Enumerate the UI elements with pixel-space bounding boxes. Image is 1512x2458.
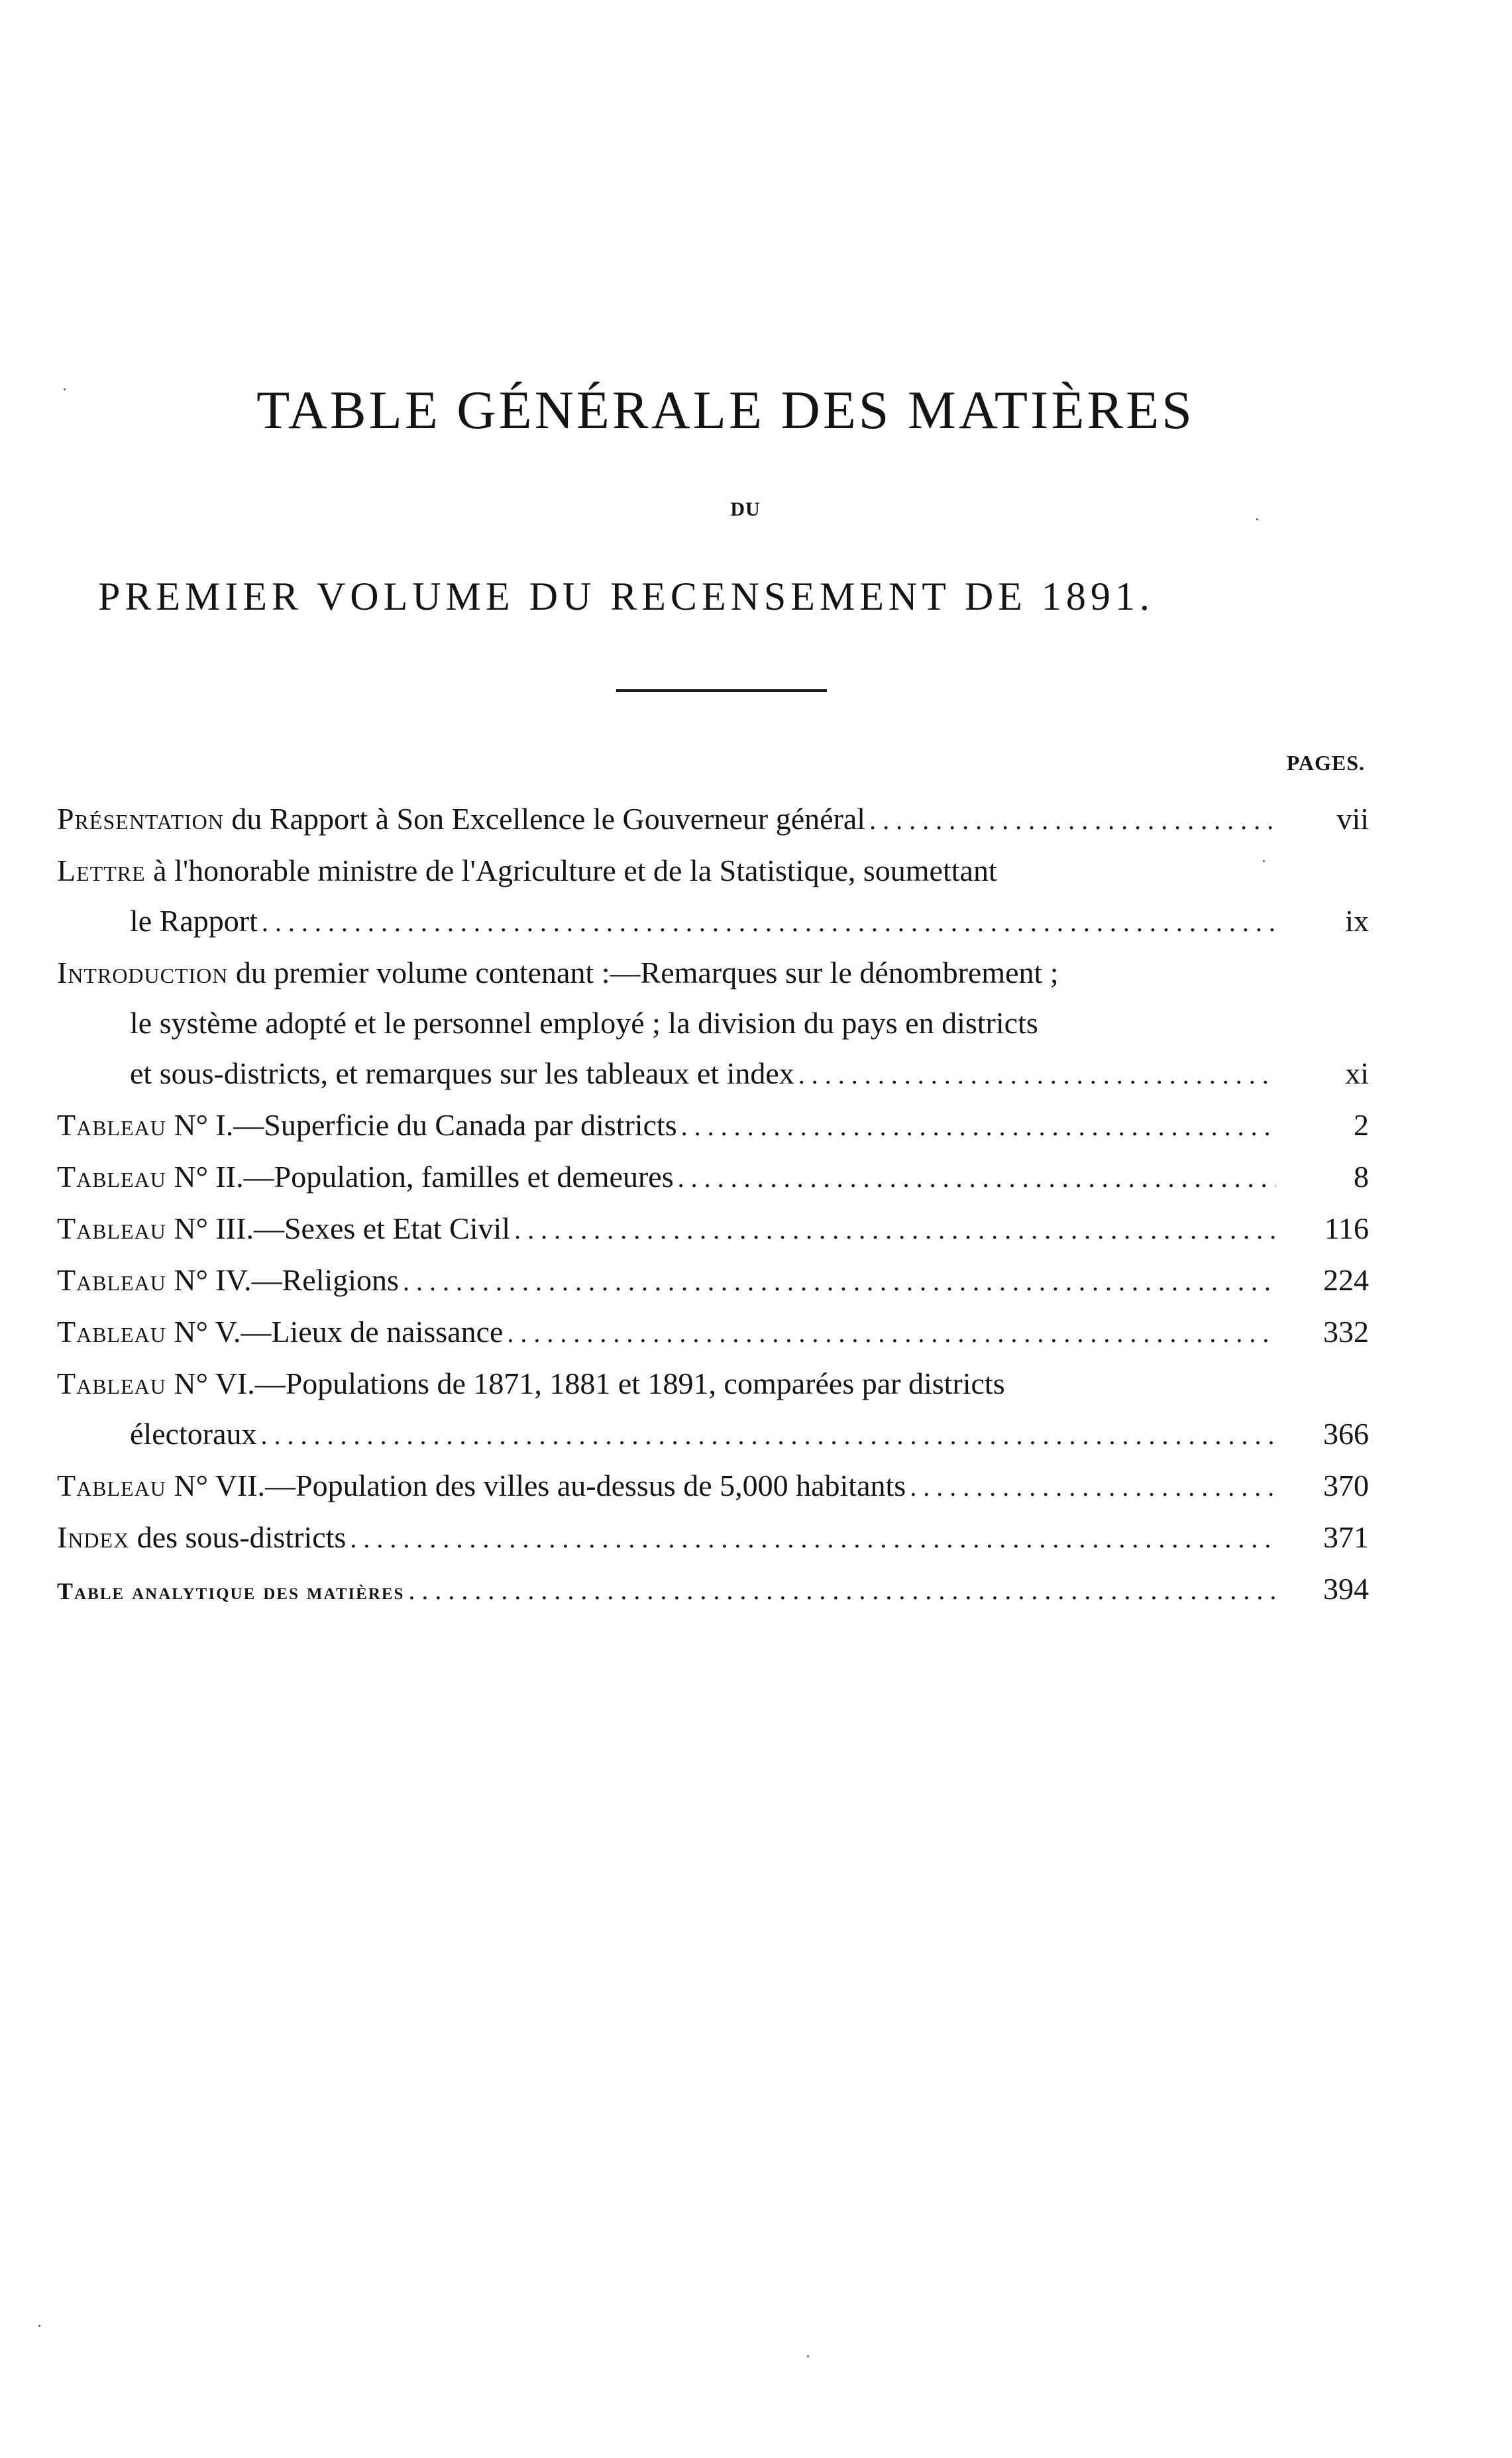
scan-speck <box>807 2355 809 2357</box>
dot-leader <box>514 1203 1276 1255</box>
dot-leader <box>408 1564 1276 1616</box>
toc-entry-continuation <box>57 1409 1369 1461</box>
toc-entry <box>57 1359 1369 1409</box>
toc-entry <box>57 1255 1369 1307</box>
toc-entry-text: à l'honorable ministre de l'Agriculture et de la Statistique, soumettant <box>153 854 997 887</box>
toc-entry-continuation <box>57 1048 1369 1100</box>
toc-entry-continuation <box>57 998 1369 1048</box>
table-of-contents <box>57 794 1369 1616</box>
toc-entry-keyword: Tableau <box>57 1469 166 1502</box>
toc-entry <box>57 1152 1369 1203</box>
toc-entry-page: ix <box>1345 904 1369 938</box>
toc-entry <box>57 1512 1369 1564</box>
toc-entry-page: 2 <box>1354 1108 1369 1142</box>
toc-entry-text: des sous-districts <box>136 1520 347 1554</box>
toc-entry-page: 332 <box>1323 1315 1369 1349</box>
dot-leader <box>910 1461 1276 1512</box>
toc-entry-keyword: Tableau <box>57 1108 166 1142</box>
toc-entry-text: N° VI.—Populations de 1871, 1881 et 1891, comparées par districts <box>174 1367 1005 1400</box>
dot-leader <box>869 794 1276 846</box>
toc-entry <box>57 794 1369 846</box>
dot-leader <box>403 1255 1276 1307</box>
dot-leader <box>681 1100 1276 1152</box>
toc-entry-keyword: Introduction <box>57 956 229 989</box>
toc-entry-keyword: Index <box>57 1520 130 1554</box>
toc-entry-text: N° VII.—Population des villes au-dessus de 5,000 habitants <box>174 1469 906 1502</box>
toc-entry-text: le Rapport <box>130 904 258 938</box>
pages-column-header: PAGES. <box>1286 751 1365 775</box>
toc-entry <box>57 1100 1369 1152</box>
toc-entry-keyword: Table analytique des matières <box>57 1578 405 1604</box>
title-rule <box>616 689 827 692</box>
document-title: TABLE GÉNÉRALE DES MATIÈRES <box>256 380 1195 440</box>
scan-speck <box>64 388 66 390</box>
toc-entry-text: du premier volume contenant :—Remarques sur le dénombrement ; <box>235 956 1059 989</box>
dot-leader <box>261 1409 1276 1461</box>
toc-entry <box>57 846 1369 896</box>
toc-entry-page: xi <box>1345 1056 1369 1090</box>
toc-entry-keyword: Lettre <box>57 854 146 887</box>
toc-entry-text: le système adopté et le personnel employé ; la division du pays en districts <box>130 1006 1038 1040</box>
dot-leader <box>507 1307 1276 1359</box>
document-subtitle: PREMIER VOLUME DU RECENSEMENT DE 1891. <box>98 575 1154 618</box>
toc-entry-text: et sous-districts, et remarques sur les tableaux et index <box>130 1056 794 1090</box>
toc-entry-page: 371 <box>1323 1520 1369 1554</box>
scan-speck <box>1256 518 1258 520</box>
scan-speck <box>38 2325 40 2327</box>
toc-entry-keyword: Tableau <box>57 1315 166 1349</box>
scan-speck <box>1263 860 1265 862</box>
toc-entry-text: N° III.—Sexes et Etat Civil <box>174 1211 511 1245</box>
toc-entry-text: N° II.—Population, familles et demeures <box>174 1160 674 1194</box>
toc-entry-keyword: Tableau <box>57 1211 166 1245</box>
toc-entry-page: vii <box>1336 802 1369 836</box>
dot-leader <box>798 1048 1276 1100</box>
toc-entry-page: 224 <box>1323 1263 1369 1297</box>
toc-entry <box>57 1307 1369 1359</box>
toc-entry-keyword: Tableau <box>57 1160 166 1194</box>
dot-leader <box>678 1152 1276 1203</box>
toc-entry <box>57 1564 1369 1616</box>
title-connector: DU <box>730 498 761 520</box>
toc-entry-keyword: Présentation <box>57 802 224 836</box>
toc-entry <box>57 1203 1369 1255</box>
toc-entry <box>57 1461 1369 1512</box>
toc-entry-page: 8 <box>1354 1160 1369 1194</box>
toc-entry-page: 370 <box>1323 1469 1369 1502</box>
toc-entry-text: électoraux <box>130 1417 257 1451</box>
dot-leader <box>262 896 1276 948</box>
toc-entry <box>57 948 1369 998</box>
toc-entry-page: 366 <box>1323 1417 1369 1451</box>
toc-entry-page: 116 <box>1324 1211 1369 1245</box>
toc-entry-text: N° V.—Lieux de naissance <box>174 1315 504 1349</box>
toc-entry-text: N° I.—Superficie du Canada par districts <box>174 1108 677 1142</box>
toc-entry-keyword: Tableau <box>57 1263 166 1297</box>
toc-entry-continuation <box>57 896 1369 948</box>
toc-entry-text: du Rapport à Son Excellence le Gouverneur général <box>231 802 866 836</box>
dot-leader <box>350 1512 1276 1564</box>
toc-entry-page: 394 <box>1323 1572 1369 1606</box>
toc-entry-keyword: Tableau <box>57 1367 166 1400</box>
toc-entry-text: N° IV.—Religions <box>174 1263 399 1297</box>
